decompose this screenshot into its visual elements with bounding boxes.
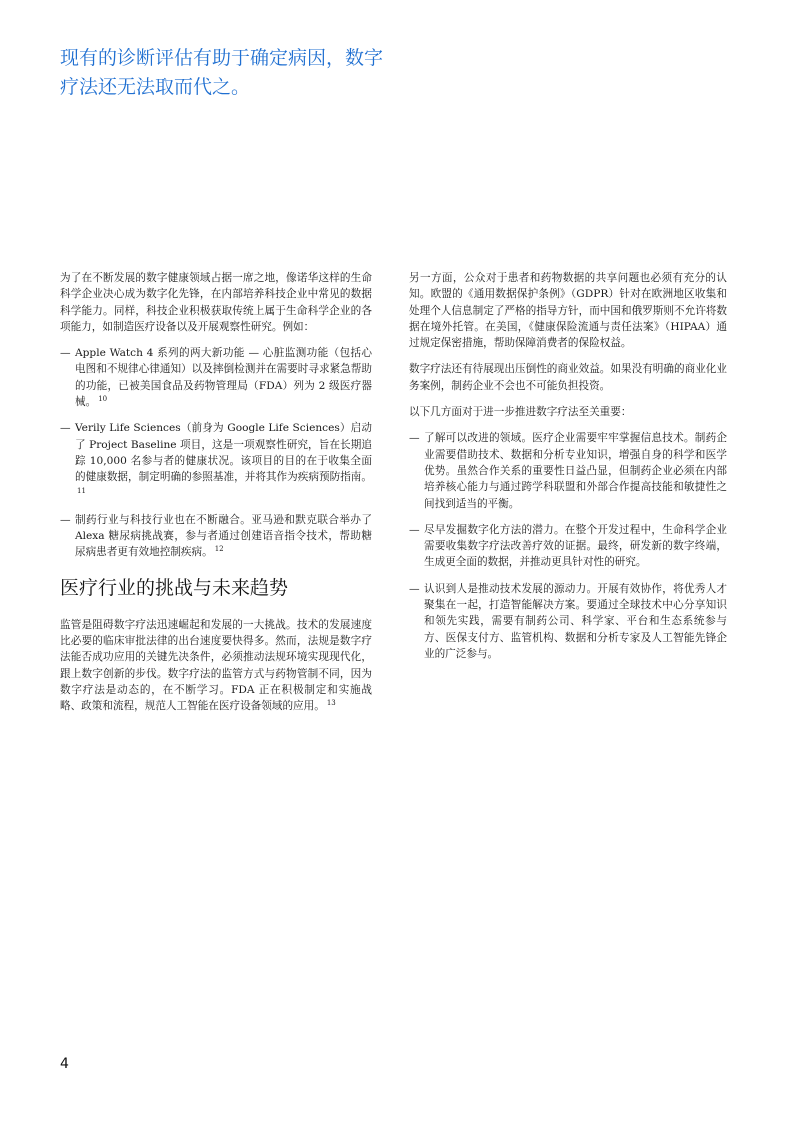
privacy-paragraph: 另一方面，公众对于患者和药物数据的共享问题也必须有充分的认知。欧盟的《通用数据保护条例》（GDPR）针对在欧洲地区收集和处理个人信息制定了严格的指导方针，而中国和俄罗斯则不允许将数据在境外托管。在美国，《健康保险流通与责任法案》（HIPAA）通过规定保密措施，帮助保障消费者的保险权益。 [409,272,727,350]
section-text: 监管是阻碍数字疗法迅速崛起和发展的一大挑战。技术的发展速度比必要的临床审批法律的出台速度要快得多。然而，法规是数字疗法能否成功应用的关键先决条件，必须推动法规环境实现现代化，跟上数字创新的步伐。数字疗法的监管方式与药物管制不同，因为数字疗法是动态的，在不断学习。FDA 正在积极制定和实施战略、政策和流程，规范人工智能在医疗设备领域的应用。 [60,618,372,713]
section-heading: 医疗行业的挑战与未来趋势 [60,576,289,599]
list-item [60,512,372,561]
footnote-ref: 10 [98,395,108,404]
list-item: — 认识到人是推动技术发展的源动力。开展有效协作，将优秀人才聚集在一起，打造智能解决方案。要通过全球技术中心分享知识和领先实践，需要有制药公司、科学家、平台和生态系统参与方、医保支付方、监管机构、数据和分析专家及人工智能先锋企业的广泛参与。 [409,581,727,662]
right-column [409,270,727,672]
pull-quote: 现有的诊断评估有助于确定病因，数字疗法还无法取而代之。 [60,47,384,98]
footnote-ref: 12 [214,545,224,554]
list-item-text: 制药行业与科技行业也在不断融合。亚马逊和默克联合举办了 Alexa 糖尿病挑战赛，参与者通过创建语音指令技术，帮助糖尿病患者更有效地控制疾病。 [75,513,372,559]
key-points-list [409,430,727,662]
intro-paragraph: 为了在不断发展的数字健康领域占据一席之地，像诺华这样的生命科学企业决心成为数字化先锋，在内部培养科技企业中常见的数据科学能力。同样，科技企业积极获取传统上属于生命科学企业的各项能力，如制造医疗设备以及开展观察性研究。例如： [60,272,372,333]
list-item [60,345,372,410]
list-item [60,420,372,501]
list-item-text: Apple Watch 4 系列的两大新功能 — 心脏监测功能（包括心电图和不规律心律通知）以及摔倒检测并在需要时寻求紧急帮助的功能，已被美国食品及药物管理局（FDA）列为 2 级医疗器械。 [75,347,372,409]
business-paragraph: 数字疗法还有待展现出压倒性的商业效益。如果没有明确的商业化业务案例，制药企业不会也不可能负担投资。 [409,363,727,392]
footnote-ref: 11 [77,486,86,495]
list-item: — 尽早发掘数字化方法的潜力。在整个开发过程中，生命科学企业需要收集数字疗法改善疗效的证据。最终，研发新的数字终端，生成更全面的数据，并推动更具针对性的研究。 [409,522,727,571]
footnote-ref: 13 [326,699,336,708]
list-item-text: Verily Life Sciences（前身为 Google Life Sciences）启动了 Project Baseline 项目，这是一项观察性研究，旨在长期追踪 10,000 名参与者的健康状况。该项目的目的在于收集全面的健康数据，制定明确的参照基准，并将其作为疾病预防指南。 [75,422,372,484]
section-paragraph [60,617,372,715]
example-list [60,345,372,561]
left-column [60,270,372,725]
list-item: — 了解可以改进的领域。医疗企业需要牢牢掌握信息技术。制药企业需要借助技术、数据和分析专业知识，增强自身的科学和医学优势。虽然合作关系的重要性日益凸显，但制药企业必须在内部培养核心能力与通过跨学科联盟和外部合作提高技能和敏捷性之间找到适当的平衡。 [409,430,727,511]
list-intro-paragraph: 以下几方面对于进一步推进数字疗法至关重要： [409,406,632,419]
page-number: 4 [60,1056,69,1072]
